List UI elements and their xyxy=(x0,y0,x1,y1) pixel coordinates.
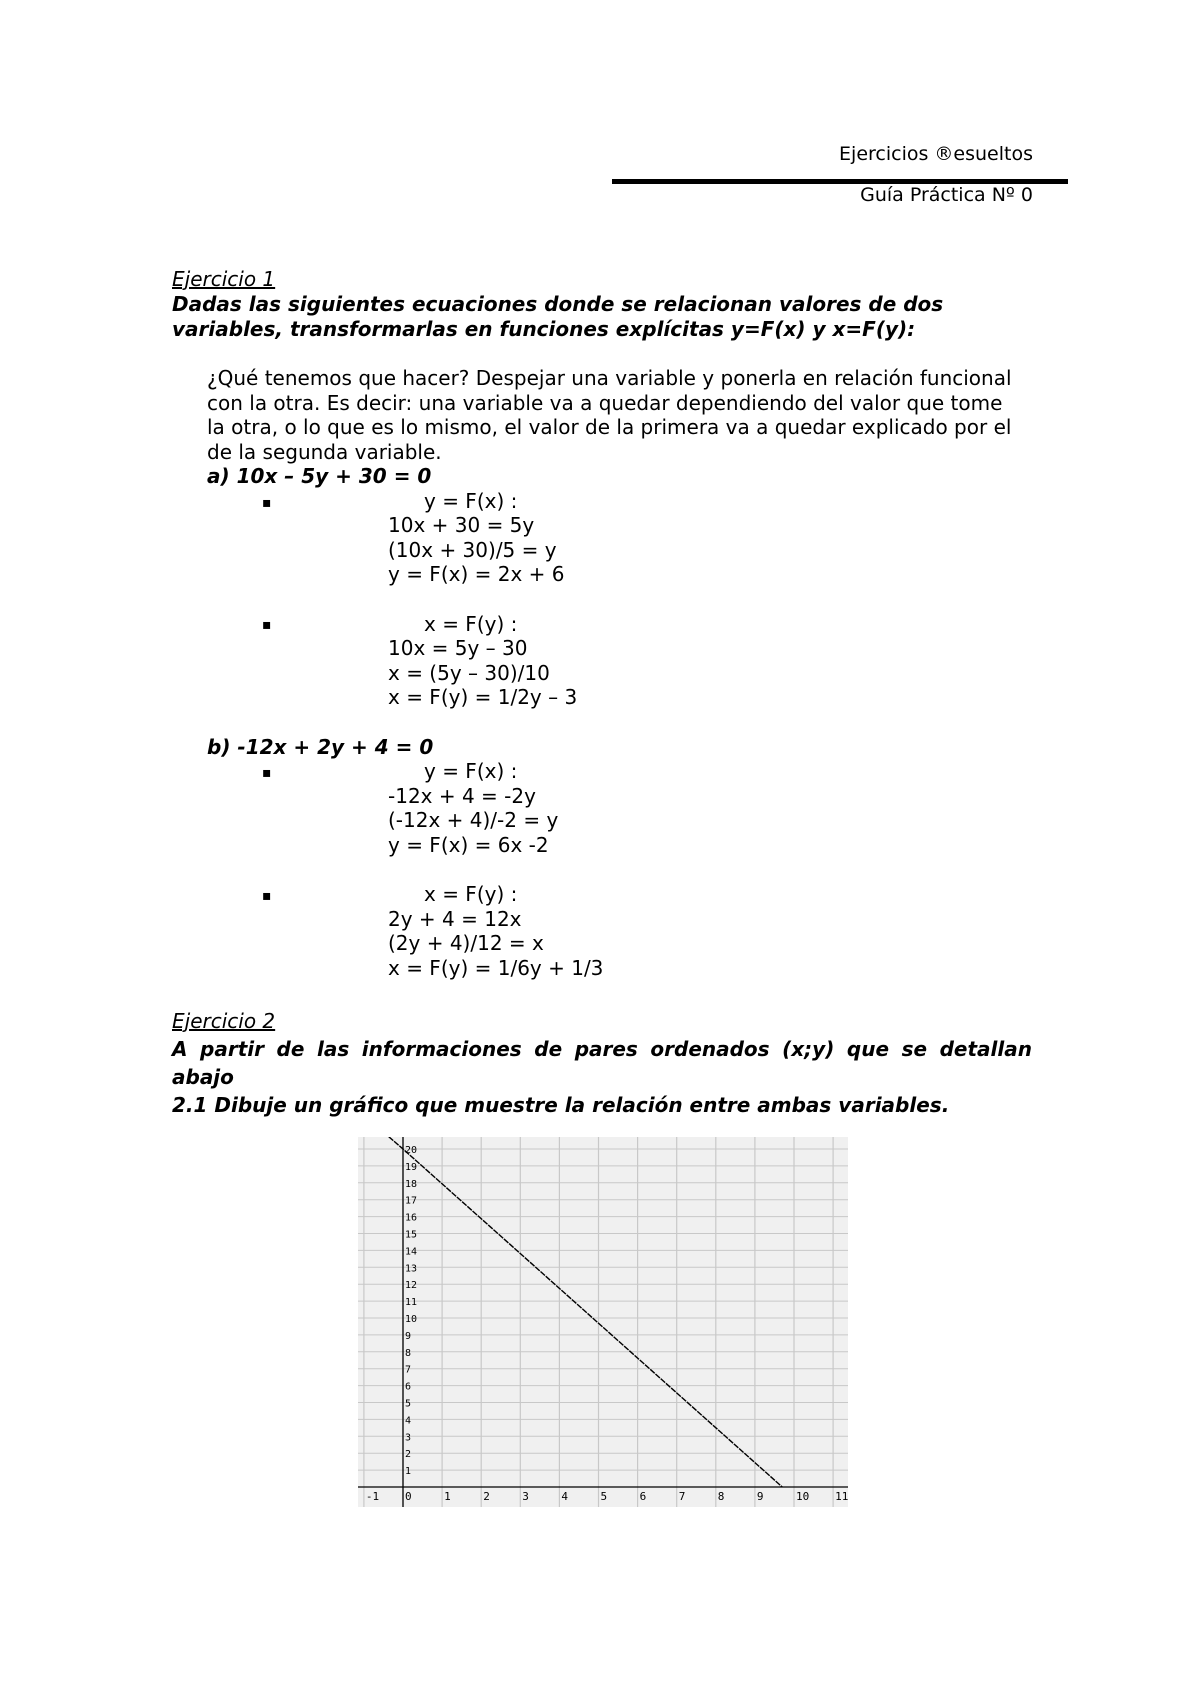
x-tick-label: 11 xyxy=(835,1490,848,1503)
y-tick-label: 9 xyxy=(405,1330,412,1342)
x-tick-label: 5 xyxy=(600,1490,608,1503)
ex1-intro-line3: la otra, o lo que es lo mismo, el valor de la primera va a quedar explicado por el xyxy=(207,415,1012,439)
ex1-b-y-head: y = F(x) : xyxy=(424,759,518,783)
ex2-item-2-1: 2.1 Dibuje un gráfico que muestre la relación entre ambas variables. xyxy=(172,1093,950,1117)
bullet-marker: ▪ xyxy=(262,765,272,781)
y-tick-label: 5 xyxy=(405,1398,412,1410)
ex1-a-x-head: x = F(y) : xyxy=(424,612,518,636)
ex1-b-x-step2: (2y + 4)/12 = x xyxy=(388,931,544,955)
line-chart xyxy=(358,1137,848,1507)
x-tick-label: 6 xyxy=(639,1490,647,1503)
y-tick-label: 4 xyxy=(405,1415,412,1427)
x-tick-label: 8 xyxy=(717,1490,725,1503)
ex1-title: Ejercicio 1 xyxy=(172,267,276,291)
y-tick-label: 1 xyxy=(405,1466,412,1478)
ex1-b-y-step2: (-12x + 4)/-2 = y xyxy=(388,808,559,832)
ex1-intro-line2: con la otra. Es decir: una variable va a quedar dependiendo del valor que tome xyxy=(207,391,1003,415)
x-tick-label: 9 xyxy=(756,1490,764,1503)
y-tick-label: 11 xyxy=(405,1297,418,1309)
y-tick-label: 17 xyxy=(405,1195,418,1207)
x-tick-label: -1 xyxy=(365,1490,380,1503)
y-tick-label: 10 xyxy=(405,1314,418,1325)
ex2-title: Ejercicio 2 xyxy=(172,1009,276,1033)
x-tick-label: 0 xyxy=(405,1490,412,1503)
ex1-b-y-step1: -12x + 4 = -2y xyxy=(388,784,536,808)
y-tick-label: 16 xyxy=(405,1212,418,1224)
y-tick-label: 15 xyxy=(405,1229,418,1241)
y-tick-label: 18 xyxy=(405,1178,418,1190)
ex1-b-label: b) -12x + 2y + 4 = 0 xyxy=(207,735,434,759)
ex1-a-x-step2: x = (5y – 30)/10 xyxy=(388,661,550,685)
plot-background xyxy=(358,1137,848,1507)
ex2-statement-line2: abajo xyxy=(172,1065,234,1089)
ex1-a-y-step1: 10x + 30 = 5y xyxy=(388,513,535,537)
ex1-a-y-step2: (10x + 30)/5 = y xyxy=(388,538,557,562)
ex1-statement-line1: Dadas las siguientes ecuaciones donde se relacionan valores de dos xyxy=(172,292,944,316)
ex1-intro-line1: ¿Qué tenemos que hacer? Despejar una variable y ponerla en relación funcional xyxy=(207,366,1012,390)
x-tick-label: 3 xyxy=(522,1490,529,1503)
y-tick-label: 20 xyxy=(405,1145,418,1156)
ex1-a-x-step1: 10x = 5y – 30 xyxy=(388,636,528,660)
ex1-b-x-step1: 2y + 4 = 12x xyxy=(388,907,522,931)
ex1-a-label: a) 10x – 5y + 30 = 0 xyxy=(207,464,432,488)
y-tick-label: 14 xyxy=(405,1246,418,1258)
header-subtitle: Guía Práctica Nº 0 xyxy=(860,184,1033,206)
x-tick-label: 4 xyxy=(561,1490,569,1503)
x-tick-label: 7 xyxy=(678,1490,686,1503)
ex1-intro-line4: de la segunda variable. xyxy=(207,440,442,464)
y-tick-label: 2 xyxy=(405,1449,412,1461)
ex1-a-y-head: y = F(x) : xyxy=(424,489,518,513)
ex1-statement-line2: variables, transformarlas en funciones explícitas y=F(x) y x=F(y): xyxy=(172,317,916,341)
y-tick-label: 13 xyxy=(405,1263,418,1275)
bullet-marker: ▪ xyxy=(262,495,272,511)
ex2-statement-line1: A partir de las informaciones de pares ordenados (x;y) que se detallan xyxy=(172,1037,1032,1061)
ex1-b-x-head: x = F(y) : xyxy=(424,882,518,906)
y-tick-label: 7 xyxy=(405,1364,412,1376)
y-tick-label: 8 xyxy=(405,1347,412,1359)
x-tick-label: 10 xyxy=(796,1490,810,1503)
x-tick-label: 1 xyxy=(444,1490,451,1503)
ex1-a-x-result: x = F(y) = 1/2y – 3 xyxy=(388,685,578,709)
y-tick-label: 3 xyxy=(405,1432,412,1444)
bullet-marker: ▪ xyxy=(262,617,272,633)
ex1-b-y-result: y = F(x) = 6x -2 xyxy=(388,833,549,857)
y-tick-label: 12 xyxy=(405,1280,418,1292)
bullet-marker: ▪ xyxy=(262,888,272,904)
ex1-b-x-result: x = F(y) = 1/6y + 1/3 xyxy=(388,956,604,980)
header-title: Ejercicios ®esueltos xyxy=(839,143,1033,165)
ex1-a-y-result: y = F(x) = 2x + 6 xyxy=(388,562,565,586)
y-tick-label: 19 xyxy=(405,1161,418,1173)
y-tick-label: 6 xyxy=(405,1381,412,1393)
x-tick-label: 2 xyxy=(483,1490,490,1503)
